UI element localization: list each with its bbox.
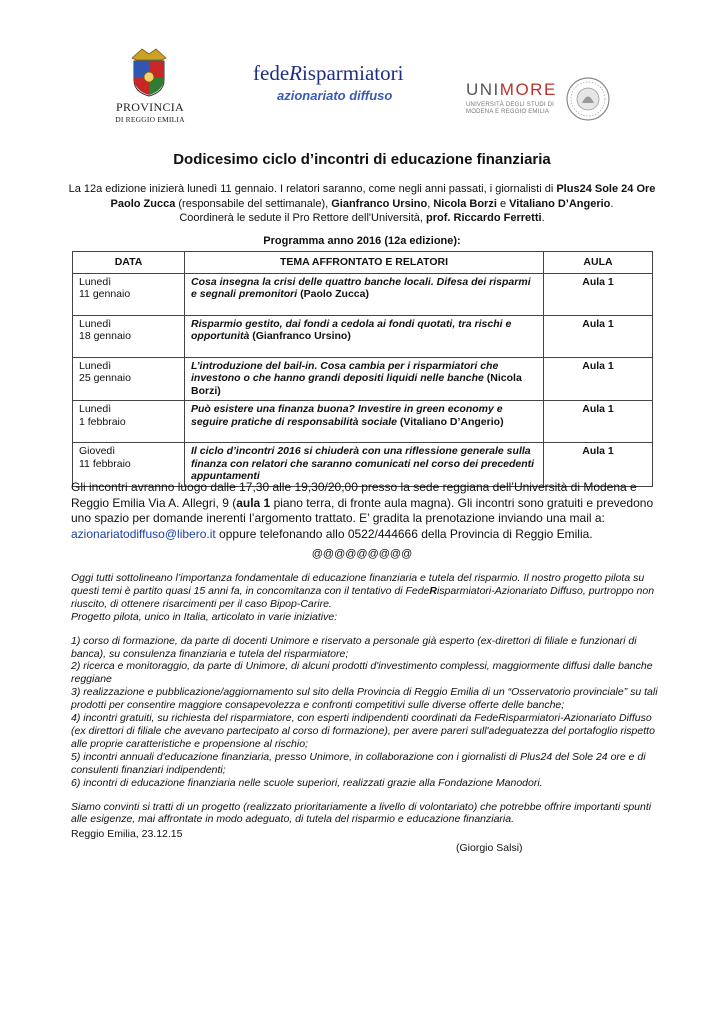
column-header-topic: TEMA AFFRONTATO E RELATORI [185, 252, 544, 274]
unimore-logo [466, 80, 616, 116]
university-seal-icon [565, 76, 611, 122]
federisparmiatori-wordmark: fedeRisparmiatori [253, 61, 404, 85]
table-cell-date: Lunedì 18 gennaio [73, 315, 185, 357]
unimore-wordmark: UNIMORE [466, 80, 557, 99]
table-row [73, 315, 653, 357]
list-item: 3) realizzazione e pubblicazione/aggiornamento sul sito della Provincia di Reggio Emilia di un “Osservatorio provinciale” su tali prodotti per consentire maggiore consapevolezza e confronti competitivi sulle diverse offerte delle banche; [71, 686, 658, 712]
table-cell-date: Lunedì 11 gennaio [73, 273, 185, 315]
provincia-crest-icon [126, 46, 172, 98]
project-paragraph: Oggi tutti sottolineano l’importanza fondamentale di educazione finanziaria e tutela del risparmio. Il nostro progetto pilota su questi temi è partito quasi 15 anni fa, in concomitanza con il tentativo di FedeRisparmiatori-Azionariato Diffuso, purtroppo non riuscito, di ottenere risarcimenti per il caso Bipop-Carire. Progetto pilota, unico in Italia, articolato in varie iniziative: [71, 572, 655, 623]
intro-paragraph: La 12a edizione inizierà lunedì 11 gennaio. I relatori saranno, come negli anni passati, i giornalisti di Plus24 Sole 24 Ore Paolo Zucca (responsabile del settimanale), Gianfranco Ursino, Nicola Borzi e Vitaliano D’Angerio. Coordinerà le sedute il Pro Rettore dell'Università, prof. Riccardo Ferretti. [68, 183, 656, 224]
table-cell-topic: Il ciclo d’incontri 2016 si chiuderà con una riflessione generale sulla finanza con relatori che saranno comunicati nel corso dei precedenti appuntamenti [185, 443, 544, 487]
table-row [73, 401, 653, 443]
list-item: 5) incontri annuali d'educazione finanziaria, presso Unimore, in collaborazione con i giornalisti di Plus24 del Sole 24 ore e di consulenti finanziari indipendenti; [71, 750, 646, 776]
table-cell-topic: Cosa insegna la crisi delle quattro banche locali. Difesa dei risparmi e segnali premonitori (Paolo Zucca) [185, 273, 544, 315]
provincia-name: PROVINCIA [115, 100, 185, 114]
list-item: 2) ricerca e monitoraggio, da parte di Unimore, di alcuni prodotti d'investimento complessi, maggiormente diffusi dalle banche reggiane [71, 660, 653, 686]
info-paragraph: Gli incontri avranno luogo dalle 17,30 alle 19,30/20,00 presso la sede reggiana dell’Università di Modena e Reggio Emilia Via A. Allegri, 9 (aula 1 piano terra, di fronte aula magna). Gli incontri sono gratuiti e prevedono uno spazio per domande inerenti l’argomento trattato. E’ gradita la prenotazione inviando una mail a: azionariatodiffuso@libero.it oppure telefonando allo 0522/444666 della Provincia di Reggio Emilia. [71, 480, 654, 541]
list-item: 6) incontri di educazione finanziaria nelle scuole superiori, realizzati grazie alla Fondazione Manodori. [71, 776, 543, 789]
table-header-row [73, 252, 653, 274]
table-row [73, 357, 653, 401]
unimore-subtitle: UNIVERSITÀ DEGLI STUDI DI MODENA E REGGIO EMILIA [466, 102, 555, 115]
programme-heading: Programma anno 2016 (12a edizione): [263, 235, 461, 247]
table-cell-date: Giovedì 11 febbraio [73, 443, 185, 487]
federisparmiatori-logo [253, 61, 423, 103]
table-cell-topic: L’introduzione del bail-in. Cosa cambia per i risparmiatori che investono o che hanno grandi depositi liquidi nelle banche (Nicola Borzi) [185, 357, 544, 401]
table-cell-room: Aula 1 [544, 443, 653, 487]
table-cell-topic: Risparmio gestito, dai fondi a cedola ai fondi quotati, tra rischi e opportunità (Gianfranco Ursino) [185, 315, 544, 357]
date-line: Reggio Emilia, 23.12.15 [71, 828, 183, 840]
table-cell-room: Aula 1 [544, 401, 653, 443]
page-title: Dodicesimo ciclo d’incontri di educazione finanziaria [173, 151, 551, 168]
column-header-date: DATA [73, 252, 185, 274]
provincia-subtitle: DI REGGIO EMILIA [115, 115, 185, 124]
federisparmiatori-tagline: azionariato diffuso [277, 88, 393, 103]
table-cell-room: Aula 1 [544, 315, 653, 357]
table-cell-date: Lunedì 25 gennaio [73, 357, 185, 401]
programme-table [72, 251, 653, 487]
table-cell-room: Aula 1 [544, 273, 653, 315]
body-text [71, 572, 661, 837]
list-item: 4) incontri gratuiti, su richiesta del risparmiatore, con esperti indipendenti coordinati da FedeRisparmiatori-Azionariato Diffuso (ex direttori di filiale che avevano partecipato al corso di formazione), per avere pareri sull'adeguatezza del portafoglio rispetto alle proprie caratteristiche e propensione al rischio; [71, 712, 655, 750]
column-header-room: AULA [544, 252, 653, 274]
provincia-logo [110, 46, 190, 124]
closing-paragraph: Siamo convinti si tratti di un progetto (realizzato prioritariamente a livello di volontariato) che potrebbe offrire importanti spunti alle esigenze, mai affrontate in modo adeguato, di tutela del risparmio e educazione finanziaria. [71, 800, 652, 826]
table-cell-room: Aula 1 [544, 357, 653, 401]
table-cell-topic: Può esistere una finanza buona? Investire in green economy e seguire pratiche di responsabilità sociale (Vitaliano D’Angerio) [185, 401, 544, 443]
email-link[interactable]: azionariatodiffuso@libero.it [71, 526, 216, 541]
table-row [73, 273, 653, 315]
signature: (Giorgio Salsi) [456, 842, 523, 854]
initiatives-list [71, 635, 661, 790]
list-item: 1) corso di formazione, da parte di docenti Unimore e riservato a personale già esperto (ex-direttori di filiale e funzionari di banca), su consulenza finanziaria e tutela del risparmiatore; [71, 634, 637, 660]
separator: @@@@@@@@@ [311, 548, 413, 560]
table-cell-date: Lunedì 1 febbraio [73, 401, 185, 443]
